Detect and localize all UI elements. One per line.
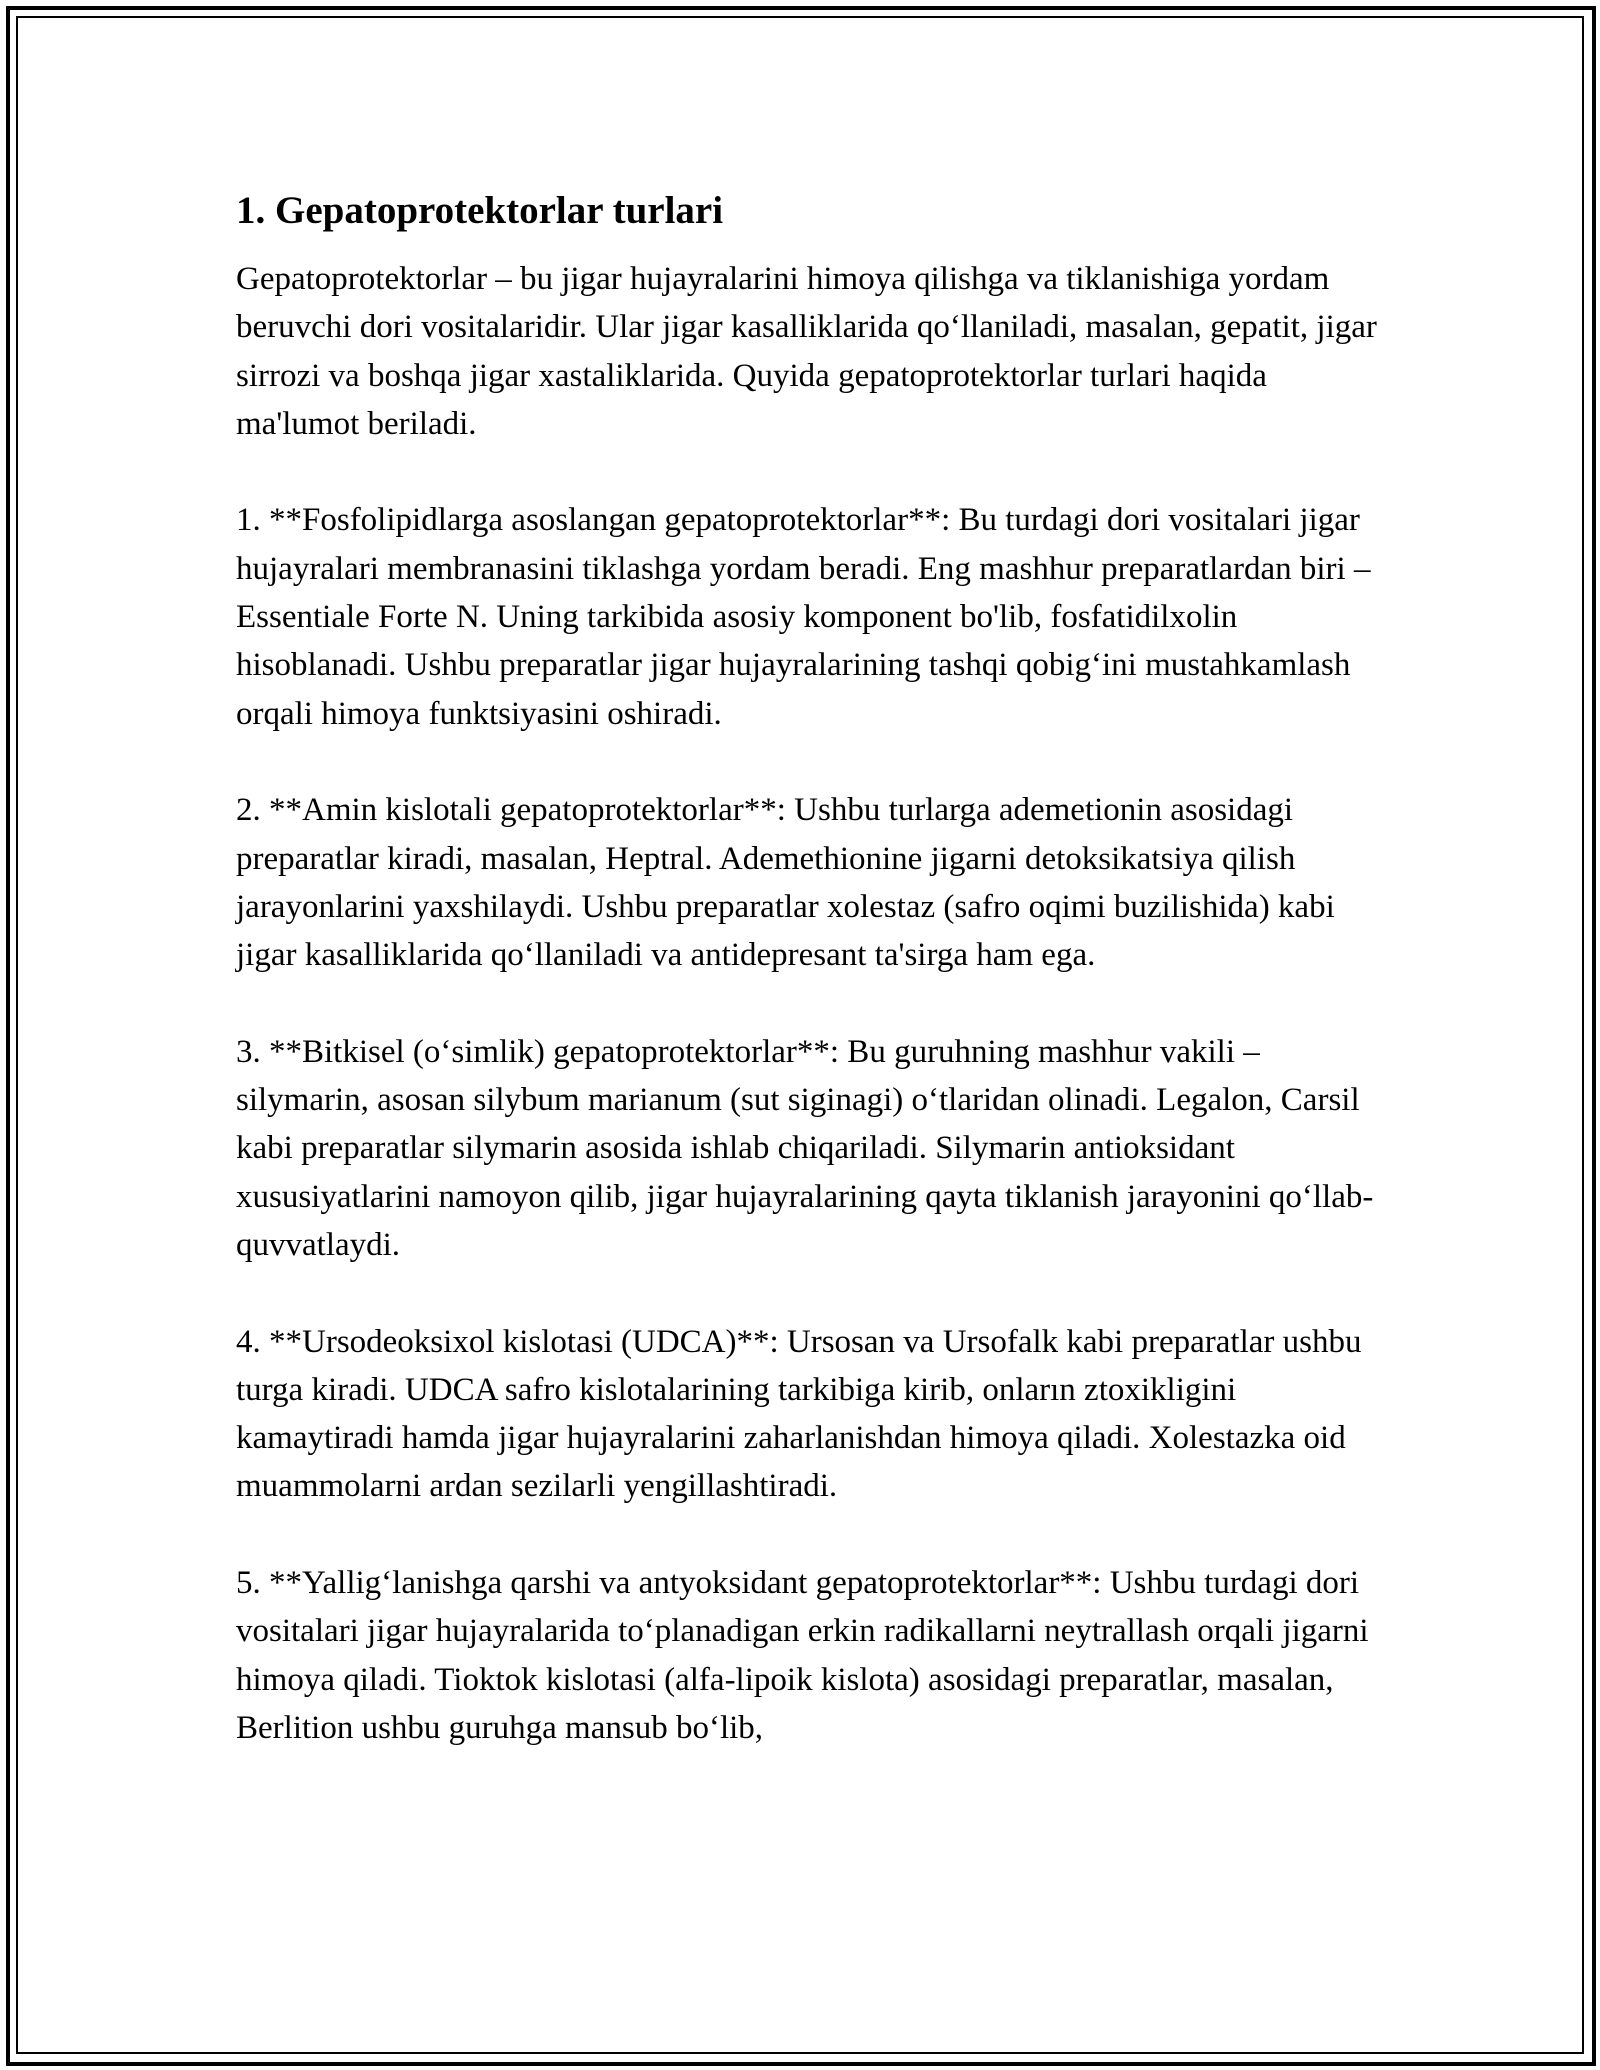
document-body (236, 186, 1386, 1801)
list-item-udca: 4. **Ursodeoksixol kislotasi (UDCA)**: Ursosan va Ursofalk kabi preparatlar ushbu turga kiradi. UDCA safro kislotalarining tarkibiga kirib, onların ztoxikligini kamaytiradi hamda jigar hujayralarini zaharlanishdan himoya qiladi. Xolestazka oid muammolarni ardan sezilarli yengillashtiradi. (236, 1323, 1362, 1505)
section-heading: 1. Gepatoprotektorlar turlari (236, 189, 724, 232)
list-item-herbal: 3. **Bitkisel (oʻsimlik) gepatoprotektorlar**: Bu guruhning mashhur vakili – silymarin, asosan silybum marianum (sut siginagi) oʻtlaridan olinadi. Legalon, Carsil kabi preparatlar silymarin asosida ishlab chiqariladi. Silymarin antioksidant xususiyatlarini namoyon qilib, jigar hujayralarining qayta tiklanish jarayonini qoʻllab-quvvatlaydi. (236, 1033, 1374, 1263)
list-item-antioxidant: 5. **Yalligʻlanishga qarshi va antyoksidant gepatoprotektorlar**: Ushbu turdagi dori vositalari jigar hujayralarida toʻplanadigan erkin radikallarni neytrallash orqali jigarni himoya qiladi. Tioktok kislotasi (alfa-lipoik kislota) asosidagi preparatlar, masalan, Berlition ushbu guruhga mansub boʻlib, (236, 1565, 1369, 1746)
intro-paragraph: Gepatoprotektorlar – bu jigar hujayralarini himoya qilishga va tiklanishiga yordam beruvchi dori vositalaridir. Ular jigar kasalliklarida qoʻllaniladi, masalan, gepatit, jigar sirrozi va boshqa jigar xastaliklarida. Quyida gepatoprotektorlar turlari haqida ma'lumot beriladi. (236, 261, 1377, 442)
list-item-phospholipids: 1. **Fosfolipidlarga asoslangan gepatoprotektorlar**: Bu turdagi dori vositalari jigar hujayralari membranasini tiklashga yordam beradi. Eng mashhur preparatlardan biri – Essentiale Forte N. Uning tarkibida asosiy komponent bo'lib, fosfatidilxolin hisoblanadi. Ushbu preparatlar jigar hujayralarining tashqi qobigʻini mustahkamlash orqali himoya funktsiyasini oshiradi. (236, 502, 1371, 732)
list-item-amino-acids: 2. **Amin kislotali gepatoprotektorlar**: Ushbu turlarga ademetionin asosidagi preparatlar kiradi, masalan, Heptral. Ademethionine jigarni detoksikatsiya qilish jarayonlarini yaxshilaydi. Ushbu preparatlar xolestaz (safro oqimi buzilishida) kabi jigar kasalliklarida qoʻllaniladi va antidepresant ta'sirga ham ega. (236, 792, 1335, 974)
